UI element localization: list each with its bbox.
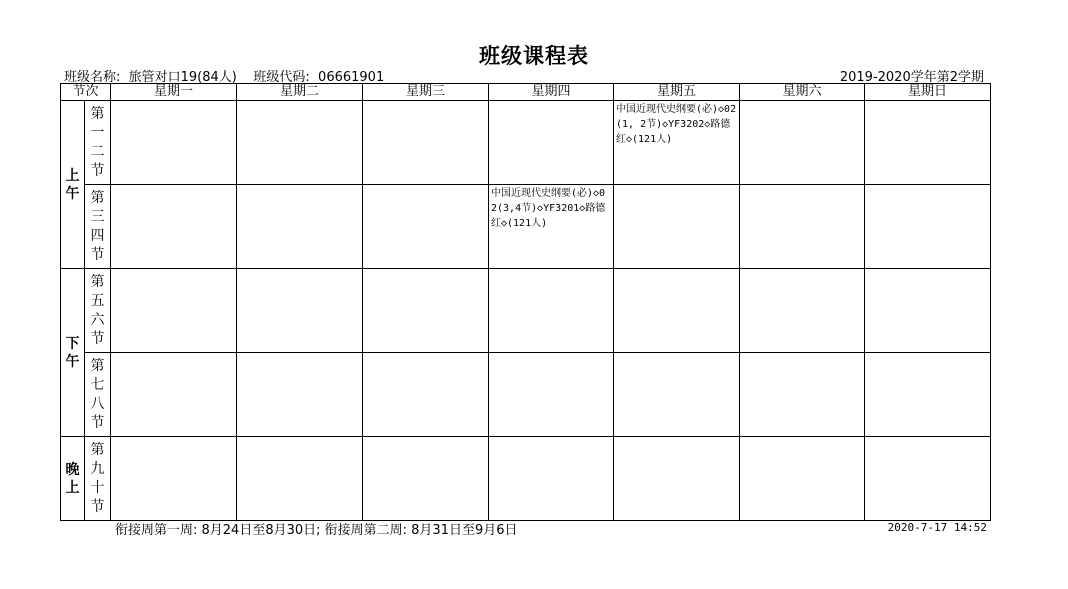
schedule-cell-sat-12[interactable] xyxy=(740,101,865,185)
session-label: 第三四节 xyxy=(85,185,111,269)
day-header-wed: 星期三 xyxy=(363,84,489,101)
schedule-cell-thu-12[interactable] xyxy=(489,101,614,185)
schedule-cell-thu-78[interactable] xyxy=(489,353,614,437)
schedule-cell-sun-78[interactable] xyxy=(865,353,991,437)
header-row xyxy=(61,84,991,101)
schedule-cell-mon-34[interactable] xyxy=(111,185,237,269)
block-afternoon: 下午 xyxy=(61,269,85,437)
schedule-cell-sun-910[interactable] xyxy=(865,437,991,521)
day-header-tue: 星期二 xyxy=(237,84,363,101)
print-timestamp: 2020-7-17 14:52 xyxy=(887,521,987,534)
course-entry: 中国近现代史纲要(必)◇02(3,4节)◇YF3201◇路德红◇(121人) xyxy=(491,188,606,229)
schedule-cell-sun-34[interactable] xyxy=(865,185,991,269)
schedule-cell-sat-56[interactable] xyxy=(740,269,865,353)
schedule-cell-sun-12[interactable] xyxy=(865,101,991,185)
schedule-cell-thu-34[interactable] xyxy=(489,185,614,269)
schedule-cell-wed-910[interactable] xyxy=(363,437,489,521)
schedule-cell-tue-56[interactable] xyxy=(237,269,363,353)
schedule-cell-tue-78[interactable] xyxy=(237,353,363,437)
schedule-cell-sun-56[interactable] xyxy=(865,269,991,353)
day-header-sat: 星期六 xyxy=(740,84,865,101)
period-row-78 xyxy=(61,353,991,437)
course-entry: 中国近现代史纲要(必)◇02(1, 2节)◇YF3202◇路德红◇(121人) xyxy=(616,104,737,145)
schedule-cell-fri-12[interactable] xyxy=(614,101,740,185)
schedule-cell-thu-910[interactable] xyxy=(489,437,614,521)
schedule-cell-mon-56[interactable] xyxy=(111,269,237,353)
schedule-cell-tue-12[interactable] xyxy=(237,101,363,185)
class-info: 班级名称: 旅管对口19(84人) 班级代码: 06661901 xyxy=(64,70,385,85)
schedule-cell-wed-12[interactable] xyxy=(363,101,489,185)
period-header: 节次 xyxy=(61,84,111,101)
session-label: 第九十节 xyxy=(85,437,111,521)
day-header-thu: 星期四 xyxy=(489,84,614,101)
day-header-mon: 星期一 xyxy=(111,84,237,101)
block-evening: 晚上 xyxy=(61,437,85,521)
schedule-cell-sat-34[interactable] xyxy=(740,185,865,269)
period-row-34 xyxy=(61,185,991,269)
schedule-cell-wed-56[interactable] xyxy=(363,269,489,353)
day-header-fri: 星期五 xyxy=(614,84,740,101)
schedule-cell-thu-56[interactable] xyxy=(489,269,614,353)
session-label: 第一二节 xyxy=(85,101,111,185)
day-header-sun: 星期日 xyxy=(865,84,991,101)
period-row-56 xyxy=(61,269,991,353)
page-title: 班级课程表 xyxy=(479,44,589,68)
schedule-cell-fri-910[interactable] xyxy=(614,437,740,521)
timetable-grid xyxy=(60,83,991,521)
bridging-week-note: 衔接周第一周: 8月24日至8月30日; 衔接周第二周: 8月31日至9月6日 xyxy=(115,523,518,538)
schedule-cell-fri-78[interactable] xyxy=(614,353,740,437)
schedule-cell-sat-78[interactable] xyxy=(740,353,865,437)
schedule-cell-mon-78[interactable] xyxy=(111,353,237,437)
schedule-cell-tue-34[interactable] xyxy=(237,185,363,269)
period-row-12 xyxy=(61,101,991,185)
schedule-cell-mon-12[interactable] xyxy=(111,101,237,185)
schedule-cell-tue-910[interactable] xyxy=(237,437,363,521)
session-label: 第五六节 xyxy=(85,269,111,353)
session-label: 第七八节 xyxy=(85,353,111,437)
schedule-cell-wed-78[interactable] xyxy=(363,353,489,437)
schedule-cell-fri-34[interactable] xyxy=(614,185,740,269)
schedule-cell-fri-56[interactable] xyxy=(614,269,740,353)
block-morning: 上午 xyxy=(61,101,85,269)
schedule-cell-wed-34[interactable] xyxy=(363,185,489,269)
schedule-cell-sat-910[interactable] xyxy=(740,437,865,521)
period-row-910 xyxy=(61,437,991,521)
schedule-cell-mon-910[interactable] xyxy=(111,437,237,521)
term-label: 2019-2020学年第2学期 xyxy=(839,70,984,85)
